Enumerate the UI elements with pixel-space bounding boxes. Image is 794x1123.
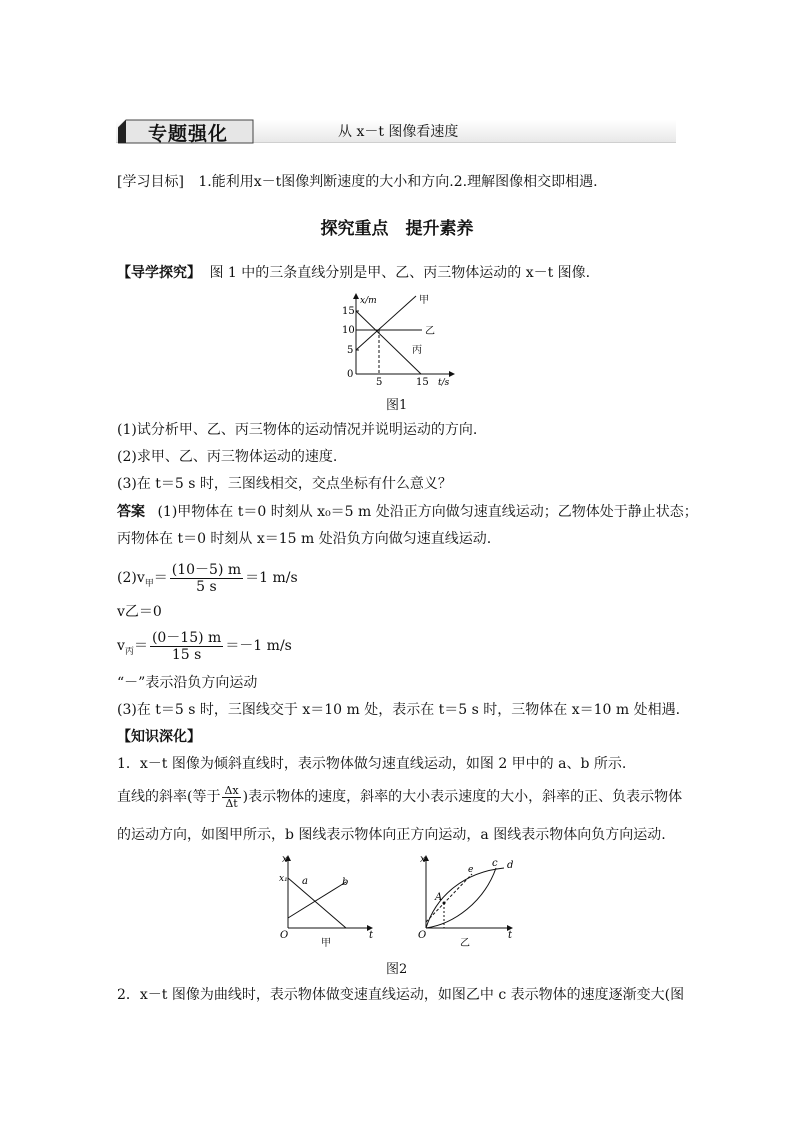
- slope-suffix: )表示物体的速度，斜率的大小表示速度的大小，斜率的正、负表示物体: [242, 789, 683, 805]
- slope-denominator: Δt: [225, 796, 238, 810]
- fig2a-origin: O: [280, 930, 289, 941]
- figure-2-left: [276, 852, 382, 948]
- v-bing-fraction: [150, 630, 223, 663]
- slope-fraction: [222, 785, 240, 810]
- answer-line-1: [117, 502, 698, 522]
- guide-paragraph: [117, 263, 590, 283]
- fig2b-label-d: d: [507, 860, 514, 871]
- figure-1: [330, 292, 460, 388]
- fig2b-t-label: t: [508, 930, 513, 941]
- fig2b-caption: 乙: [460, 938, 470, 948]
- fig2a-x-label: x: [282, 854, 288, 865]
- learning-goal-text: 1.能利用x－t图像判断速度的大小和方向.2.理解图像相交即相遇.: [198, 174, 598, 190]
- guide-label: 【导学探究】: [117, 265, 201, 281]
- v-jia-fraction: [170, 562, 243, 595]
- learning-goal: [117, 172, 598, 192]
- fig2a-line-b: [288, 882, 346, 918]
- answer-v-yi: v乙＝0: [117, 604, 162, 620]
- header-subtitle: 从 x－t 图像看速度: [338, 124, 459, 140]
- fig1-label-jia: 甲: [419, 295, 429, 306]
- fig1-xtick-15: 15: [416, 377, 429, 388]
- answer-v-jia: $(2)v_甲=$ $\frac{(10-5) m}{5 s}$ ＝1 m/s: [117, 561, 298, 595]
- knowledge-label: 【知识深化】: [117, 729, 201, 745]
- v-jia-prefix: (2)v: [117, 570, 145, 586]
- fig2b-x-label: x: [420, 854, 426, 865]
- question-3: (3)在 t＝5 s 时，三图线相交，交点坐标有什么意义？: [117, 476, 452, 492]
- slope-prefix: 直线的斜率(等于: [117, 789, 221, 805]
- guide-text: 图 1 中的三条直线分别是甲、乙、丙三物体运动的 x－t 图像.: [209, 265, 591, 281]
- knowledge-item-2: 2．x－t 图像为曲线时，表示物体做变速直线运动，如图乙中 c 表示物体的速度逐渐变大(图: [117, 987, 685, 1003]
- answer-v-bing: $v_丙=$ $\frac{(0-15) m}{15 s}$ ＝－1 m/s: [117, 629, 292, 663]
- section-title: 探究重点 提升素养: [320, 219, 474, 239]
- v-jia-denominator: 5 s: [196, 578, 217, 595]
- fig2b-label-a: A: [435, 892, 443, 903]
- fig2a-label-a: a: [302, 876, 308, 887]
- answer-minus-note: “－”表示沿负方向运动: [117, 675, 258, 691]
- v-jia-result: ＝1 m/s: [245, 570, 298, 586]
- knowledge-item-1-cont: 的运动方向，如图甲所示，b 图线表示物体向正方向运动，a 图线表示物体向负方向运动.: [117, 827, 666, 843]
- learning-goal-label: [学习目标]: [117, 174, 184, 190]
- v-bing-numerator: (0－15) m: [151, 629, 222, 646]
- fig2b-label-e: e: [468, 865, 474, 875]
- fig1-label-bing: 丙: [412, 345, 422, 356]
- question-2: (2)求甲、乙、丙三物体运动的速度.: [117, 449, 338, 465]
- slope-numerator: Δx: [224, 783, 239, 797]
- fig2b-origin: O: [418, 930, 427, 941]
- fig1-label-yi: 乙: [425, 326, 435, 337]
- v-jia-sub: 甲: [144, 578, 154, 589]
- header-tab-label: 专题强化: [148, 123, 229, 145]
- v-bing-sub: 丙: [124, 646, 134, 657]
- fig1-ytick-5: 5: [347, 345, 354, 356]
- answer-part1-b: 丙物体在 t＝0 时刻从 x＝15 m 处沿负方向做匀速直线运动.: [117, 531, 492, 547]
- fig1-x-arrow: [449, 371, 455, 377]
- fig1-y-arrow: [353, 293, 359, 299]
- answer-label: 答案: [117, 504, 145, 520]
- figure-2-caption: 图2: [386, 962, 408, 977]
- knowledge-slope-line: [117, 780, 682, 814]
- fig2a-x1-label: x₁: [279, 874, 288, 884]
- knowledge-item-1: 1．x－t 图像为倾斜直线时，表示物体做匀速直线运动，如图 2 甲中的 a、b 所示.: [117, 756, 627, 772]
- fig2b-label-c: c: [492, 858, 498, 869]
- fig1-xtick-5: 5: [376, 377, 383, 388]
- question-1: (1)试分析甲、乙、丙三物体的运动情况并说明运动的方向.: [117, 422, 478, 438]
- answer-part1-a: (1)甲物体在 t＝0 时刻从 x₀＝5 m 处沿正方向做匀速直线运动；乙物体处于静止状态；: [157, 504, 698, 520]
- v-bing-denominator: 15 s: [171, 646, 202, 663]
- fig2a-line-a: [288, 877, 349, 928]
- fig1-ytick-0: 0: [347, 369, 354, 380]
- fig1-ytick-15: 15: [342, 306, 355, 317]
- fig2a-label-b: b: [342, 877, 349, 888]
- fig1-ytick-10: 10: [342, 325, 355, 336]
- fig1-y-axis-label: x/m: [360, 296, 377, 306]
- fig1-x-axis-label: t/s: [438, 378, 450, 388]
- fig2a-t-label: t: [369, 930, 374, 941]
- figure-1-caption: 图1: [386, 398, 408, 413]
- fig2b-dashed-e: [426, 874, 472, 922]
- header-tab: [118, 118, 255, 144]
- v-bing-prefix: v: [117, 638, 125, 654]
- fig2a-caption: 甲: [321, 938, 331, 948]
- answer-part3: (3)在 t＝5 s 时，三图线交于 x＝10 m 处，表示在 t＝5 s 时，三物体在 x＝10 m 处相遇.: [117, 702, 681, 718]
- v-bing-result: ＝－1 m/s: [225, 638, 292, 654]
- v-jia-numerator: (10－5) m: [171, 561, 242, 578]
- fig2b-point-a: [443, 902, 446, 905]
- figure-2-right: [414, 852, 522, 948]
